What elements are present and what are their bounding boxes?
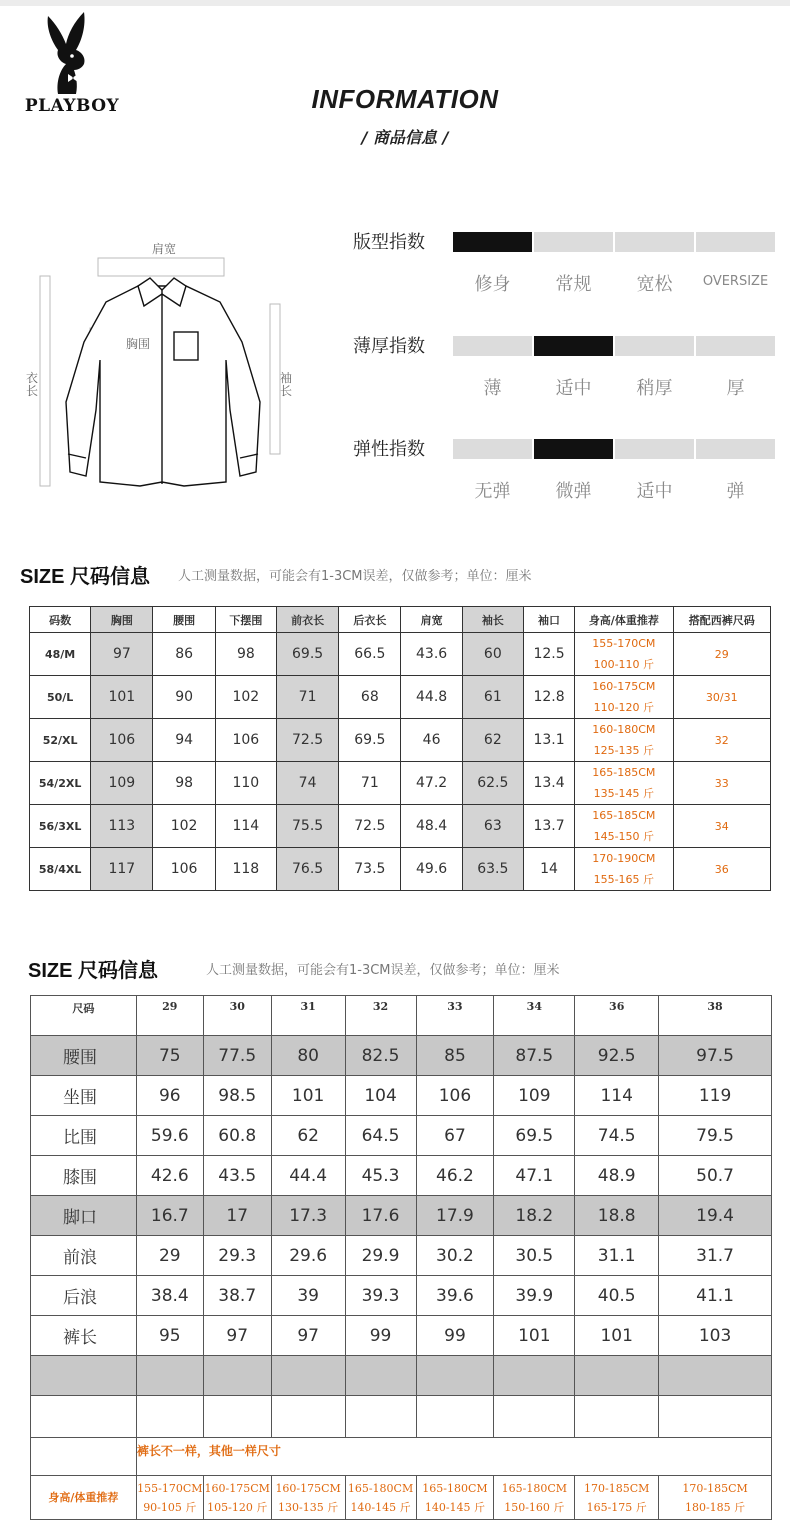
measure-cell: 40.5 [575, 1276, 659, 1316]
recommend-cell [416, 1476, 494, 1520]
index-option-label: 宽松 [636, 274, 673, 295]
measure-cell: 99 [345, 1316, 416, 1356]
measure-cell: 110 [215, 762, 276, 805]
label-sleeve: 袖 长 [280, 371, 293, 398]
measure-cell: 106 [153, 848, 215, 891]
pants-size-table [30, 995, 772, 1520]
measure-cell: 13.7 [523, 805, 574, 848]
pants-size-cell: 34 [673, 805, 770, 848]
recommend-height: 170-185CM [682, 1481, 748, 1495]
pants-size-cell: 30/31 [673, 676, 770, 719]
empty-cell [659, 1356, 772, 1396]
index-option-label: OVERSIZE [702, 274, 769, 289]
measure-cell: 103 [659, 1316, 772, 1356]
recommend-cell [575, 805, 673, 848]
recommend-height: 165-180CM [347, 1481, 414, 1495]
measure-cell: 63 [462, 805, 523, 848]
recommend-cell [494, 1476, 575, 1520]
measure-cell: 59.6 [136, 1116, 203, 1156]
size-cell: 54/2XL [30, 762, 91, 805]
size-cell: 52/XL [30, 719, 91, 762]
recommend-weight: 165-175 斤 [586, 1500, 647, 1514]
label-chest: 胸围 [126, 337, 151, 351]
measure-cell: 44.8 [401, 676, 462, 719]
row-label: 脚口 [31, 1196, 137, 1236]
footnote-cell [136, 1438, 771, 1476]
recommend-height: 155-170CM [592, 637, 656, 650]
index-segment [534, 439, 613, 459]
measure-cell: 29 [136, 1236, 203, 1276]
measure-cell: 109 [494, 1076, 575, 1116]
measure-cell: 101 [494, 1316, 575, 1356]
measure-cell: 17.9 [416, 1196, 494, 1236]
column-header: 后衣长 [339, 607, 401, 633]
pants-size-cell: 32 [673, 719, 770, 762]
measure-cell: 68 [339, 676, 401, 719]
recommend-weight: 100-110 斤 [593, 658, 655, 671]
row-label: 后浪 [31, 1276, 137, 1316]
table-header-row [31, 996, 772, 1036]
empty-cell [203, 1356, 271, 1396]
measure-cell: 60.8 [203, 1116, 271, 1156]
column-header: 尺码 [31, 996, 137, 1036]
index-option-label: 厚 [726, 378, 745, 399]
measure-cell: 106 [215, 719, 276, 762]
measure-cell: 97.5 [659, 1036, 772, 1076]
column-header: 38 [659, 996, 772, 1036]
recommend-weight: 110-120 斤 [593, 701, 655, 714]
empty-cell [416, 1396, 494, 1438]
column-header: 34 [494, 996, 575, 1036]
measure-cell: 66.5 [339, 633, 401, 676]
measure-cell: 113 [91, 805, 153, 848]
measure-cell: 64.5 [345, 1116, 416, 1156]
measure-cell: 72.5 [339, 805, 401, 848]
table-row [30, 762, 771, 805]
measure-cell: 74.5 [575, 1116, 659, 1156]
index-option-label: 薄 [483, 378, 502, 399]
measure-cell: 29.9 [345, 1236, 416, 1276]
index-segment [615, 336, 694, 356]
measure-cell: 72.5 [276, 719, 338, 762]
index-segment [696, 439, 775, 459]
measure-cell: 102 [215, 676, 276, 719]
recommend-height: 165-180CM [501, 1481, 568, 1495]
measure-cell: 46.2 [416, 1156, 494, 1196]
measure-cell: 43.5 [203, 1156, 271, 1196]
brand-wordmark: PLAYBOY [24, 96, 120, 116]
row-label: 膝围 [31, 1156, 137, 1196]
shirt-size-title: SIZE 尺码信息 [20, 566, 151, 588]
index-segment [453, 439, 532, 459]
measure-cell: 82.5 [345, 1036, 416, 1076]
shirt-size-note: 人工测量数据，可能会有1-3CM误差，仅做参考；单位：厘米 [178, 569, 532, 584]
measure-cell: 71 [276, 676, 338, 719]
empty-cell [494, 1356, 575, 1396]
measure-cell: 62 [271, 1116, 345, 1156]
measure-cell: 98 [215, 633, 276, 676]
index-option-label: 微弹 [555, 481, 592, 502]
measure-cell: 95 [136, 1316, 203, 1356]
table-row [31, 1438, 772, 1476]
measure-cell: 45.3 [345, 1156, 416, 1196]
column-header: 36 [575, 996, 659, 1036]
recommend-cell [136, 1476, 203, 1520]
recommend-height: 170-185CM [584, 1481, 650, 1495]
empty-cell [271, 1356, 345, 1396]
empty-cell [203, 1396, 271, 1438]
row-label: 身高/体重推荐 [31, 1476, 137, 1520]
measure-cell: 96 [136, 1076, 203, 1116]
empty-cell [575, 1396, 659, 1438]
table-row [30, 805, 771, 848]
pants-size-title: SIZE 尺码信息 [28, 960, 159, 982]
recommend-cell [575, 848, 673, 891]
page-title: INFORMATION [311, 84, 499, 114]
measure-cell: 67 [416, 1116, 494, 1156]
index-segment [615, 232, 694, 252]
measure-cell: 114 [215, 805, 276, 848]
measure-cell: 13.4 [523, 762, 574, 805]
table-row [31, 1276, 772, 1316]
measure-cell: 12.8 [523, 676, 574, 719]
measure-cell: 62.5 [462, 762, 523, 805]
recommend-cell [575, 762, 673, 805]
column-header: 身高/体重推荐 [575, 607, 673, 633]
table-row [31, 1156, 772, 1196]
measure-cell: 29.3 [203, 1236, 271, 1276]
bunny-logo-icon [38, 12, 100, 96]
measure-cell: 30.2 [416, 1236, 494, 1276]
measure-cell: 63.5 [462, 848, 523, 891]
measure-cell: 17 [203, 1196, 271, 1236]
index-segment [534, 232, 613, 252]
empty-cell [136, 1396, 203, 1438]
measure-cell: 101 [575, 1316, 659, 1356]
shirt-size-table [29, 606, 771, 891]
empty-cell [494, 1396, 575, 1438]
measure-cell: 18.8 [575, 1196, 659, 1236]
row-label: 前浪 [31, 1236, 137, 1276]
measure-cell: 12.5 [523, 633, 574, 676]
measure-cell: 41.1 [659, 1276, 772, 1316]
measure-cell: 42.6 [136, 1156, 203, 1196]
recommend-weight: 145-150 斤 [593, 830, 655, 843]
table-row [31, 1116, 772, 1156]
column-header: 肩宽 [401, 607, 462, 633]
measure-cell: 119 [659, 1076, 772, 1116]
measure-cell: 39.3 [345, 1276, 416, 1316]
recommend-weight: 140-145 斤 [350, 1500, 411, 1514]
measure-cell: 90 [153, 676, 215, 719]
measure-cell: 17.3 [271, 1196, 345, 1236]
recommend-height: 165-185CM [592, 809, 656, 822]
recommend-height: 160-180CM [592, 723, 656, 736]
size-cell: 56/3XL [30, 805, 91, 848]
index-segment [453, 232, 532, 252]
measure-cell: 97 [91, 633, 153, 676]
measure-cell: 94 [153, 719, 215, 762]
measure-cell: 118 [215, 848, 276, 891]
measure-cell: 17.6 [345, 1196, 416, 1236]
empty-cell [136, 1356, 203, 1396]
measure-cell: 39.6 [416, 1276, 494, 1316]
column-header: 袖长 [462, 607, 523, 633]
table-row [31, 1476, 772, 1520]
recommend-height: 160-175CM [592, 680, 656, 693]
column-header: 32 [345, 996, 416, 1036]
measure-cell: 92.5 [575, 1036, 659, 1076]
recommend-cell [203, 1476, 271, 1520]
measure-cell: 30.5 [494, 1236, 575, 1276]
empty-cell [659, 1396, 772, 1438]
shirt-diagram [20, 232, 310, 492]
table-row [31, 1356, 772, 1396]
recommend-weight: 150-160 斤 [504, 1500, 565, 1514]
measure-cell: 16.7 [136, 1196, 203, 1236]
measure-cell: 97 [203, 1316, 271, 1356]
size-cell: 48/M [30, 633, 91, 676]
measure-cell: 31.7 [659, 1236, 772, 1276]
recommend-cell [575, 1476, 659, 1520]
label-shoulder: 肩宽 [152, 242, 177, 256]
measure-cell: 71 [339, 762, 401, 805]
measure-cell: 13.1 [523, 719, 574, 762]
measure-cell: 76.5 [276, 848, 338, 891]
index-option-label: 常规 [555, 274, 592, 295]
table-row [31, 1236, 772, 1276]
measure-cell: 47.1 [494, 1156, 575, 1196]
index-option-label: 稍厚 [636, 378, 673, 399]
measure-cell: 39 [271, 1276, 345, 1316]
recommend-cell [659, 1476, 772, 1520]
index-title: 薄厚指数 [353, 336, 425, 357]
recommend-weight: 155-165 斤 [593, 873, 655, 886]
measure-cell: 14 [523, 848, 574, 891]
measure-cell: 47.2 [401, 762, 462, 805]
measure-cell: 43.6 [401, 633, 462, 676]
index-option-label: 弹 [726, 481, 745, 502]
measure-cell: 77.5 [203, 1036, 271, 1076]
measure-cell: 109 [91, 762, 153, 805]
table-row [31, 1396, 772, 1438]
pants-size-cell: 36 [673, 848, 770, 891]
column-header: 搭配西裤尺码 [673, 607, 770, 633]
recommend-cell [575, 676, 673, 719]
column-header: 腰围 [153, 607, 215, 633]
measure-cell: 98 [153, 762, 215, 805]
measure-cell: 46 [401, 719, 462, 762]
row-label: 腰围 [31, 1036, 137, 1076]
measure-cell: 106 [91, 719, 153, 762]
recommend-cell [271, 1476, 345, 1520]
page-subtitle: / 商品信息 / [361, 128, 449, 147]
measure-cell: 73.5 [339, 848, 401, 891]
index-option-label: 修身 [474, 274, 511, 295]
column-header: 袖口 [523, 607, 574, 633]
empty-cell [271, 1396, 345, 1438]
size-cell: 58/4XL [30, 848, 91, 891]
recommend-weight: 180-185 斤 [684, 1500, 746, 1514]
column-header: 29 [136, 996, 203, 1036]
column-header: 下摆围 [215, 607, 276, 633]
recommend-height: 170-190CM [592, 852, 656, 865]
index-segment [696, 232, 775, 252]
table-row [31, 1316, 772, 1356]
recommend-weight: 135-145 斤 [593, 787, 655, 800]
measure-cell: 69.5 [276, 633, 338, 676]
measure-cell: 48.4 [401, 805, 462, 848]
index-title: 弹性指数 [353, 439, 425, 460]
index-segment [453, 336, 532, 356]
pants-size-cell: 33 [673, 762, 770, 805]
empty-cell [31, 1356, 137, 1396]
recommend-weight: 105-120 斤 [207, 1500, 268, 1514]
recommend-height: 165-180CM [422, 1481, 488, 1495]
measure-cell: 98.5 [203, 1076, 271, 1116]
index-segment [696, 336, 775, 356]
recommend-height: 165-185CM [592, 766, 656, 779]
recommend-height: 160-175CM [275, 1481, 341, 1495]
recommend-cell [345, 1476, 416, 1520]
empty-cell [575, 1356, 659, 1396]
measure-cell: 102 [153, 805, 215, 848]
measure-cell: 79.5 [659, 1116, 772, 1156]
empty-cell [416, 1356, 494, 1396]
measure-cell: 101 [271, 1076, 345, 1116]
measure-cell: 80 [271, 1036, 345, 1076]
measure-cell: 69.5 [494, 1116, 575, 1156]
recommend-weight: 125-135 斤 [593, 744, 655, 757]
column-header: 胸围 [91, 607, 153, 633]
row-label: 比围 [31, 1116, 137, 1156]
table-row [31, 1076, 772, 1116]
index-segment [615, 439, 694, 459]
recommend-weight: 90-105 斤 [143, 1500, 197, 1514]
measure-cell: 101 [91, 676, 153, 719]
column-header: 前衣长 [276, 607, 338, 633]
recommend-cell [575, 633, 673, 676]
empty-cell [31, 1396, 137, 1438]
table-row [30, 676, 771, 719]
table-row [30, 633, 771, 676]
measure-cell: 44.4 [271, 1156, 345, 1196]
measure-cell: 60 [462, 633, 523, 676]
measure-cell: 117 [91, 848, 153, 891]
measure-cell: 75.5 [276, 805, 338, 848]
table-row [30, 848, 771, 891]
index-option-label: 无弹 [474, 481, 511, 502]
column-header: 33 [416, 996, 494, 1036]
index-option-label: 适中 [636, 481, 673, 502]
measure-cell: 29.6 [271, 1236, 345, 1276]
measure-cell: 114 [575, 1076, 659, 1116]
index-segment [534, 336, 613, 356]
measure-cell: 106 [416, 1076, 494, 1116]
empty-cell [345, 1356, 416, 1396]
measure-cell: 75 [136, 1036, 203, 1076]
recommend-height: 155-170CM [137, 1481, 203, 1495]
pants-size-note: 人工测量数据，可能会有1-3CM误差，仅做参考；单位：厘米 [206, 963, 560, 978]
measure-cell: 85 [416, 1036, 494, 1076]
measure-cell: 62 [462, 719, 523, 762]
footnote-text: 裤长不一样，其他一样尺寸 [136, 1444, 281, 1458]
measure-cell: 48.9 [575, 1156, 659, 1196]
measure-cell: 18.2 [494, 1196, 575, 1236]
measure-cell: 38.4 [136, 1276, 203, 1316]
column-header: 31 [271, 996, 345, 1036]
row-label: 坐围 [31, 1076, 137, 1116]
row-label: 裤长 [31, 1316, 137, 1356]
measure-cell: 86 [153, 633, 215, 676]
table-row [30, 719, 771, 762]
measure-cell: 31.1 [575, 1236, 659, 1276]
pants-size-cell: 29 [673, 633, 770, 676]
column-header: 码数 [30, 607, 91, 633]
measure-cell: 39.9 [494, 1276, 575, 1316]
measure-cell: 69.5 [339, 719, 401, 762]
index-title: 版型指数 [353, 232, 425, 253]
size-cell: 50/L [30, 676, 91, 719]
table-row [31, 1196, 772, 1236]
index-option-label: 适中 [555, 378, 592, 399]
recommend-weight: 140-145 斤 [424, 1500, 486, 1514]
measure-cell: 74 [276, 762, 338, 805]
empty-cell [31, 1438, 137, 1476]
label-length: 衣 长 [26, 371, 39, 398]
recommend-height: 160-175CM [204, 1481, 270, 1495]
measure-cell: 19.4 [659, 1196, 772, 1236]
column-header: 30 [203, 996, 271, 1036]
recommend-weight: 130-135 斤 [278, 1500, 339, 1514]
measure-cell: 50.7 [659, 1156, 772, 1196]
empty-cell [345, 1396, 416, 1438]
measure-cell: 99 [416, 1316, 494, 1356]
table-row [31, 1036, 772, 1076]
measure-cell: 49.6 [401, 848, 462, 891]
measure-cell: 97 [271, 1316, 345, 1356]
measure-cell: 61 [462, 676, 523, 719]
recommend-cell [575, 719, 673, 762]
measure-cell: 104 [345, 1076, 416, 1116]
measure-cell: 87.5 [494, 1036, 575, 1076]
measure-cell: 38.7 [203, 1276, 271, 1316]
top-strip [0, 0, 790, 6]
